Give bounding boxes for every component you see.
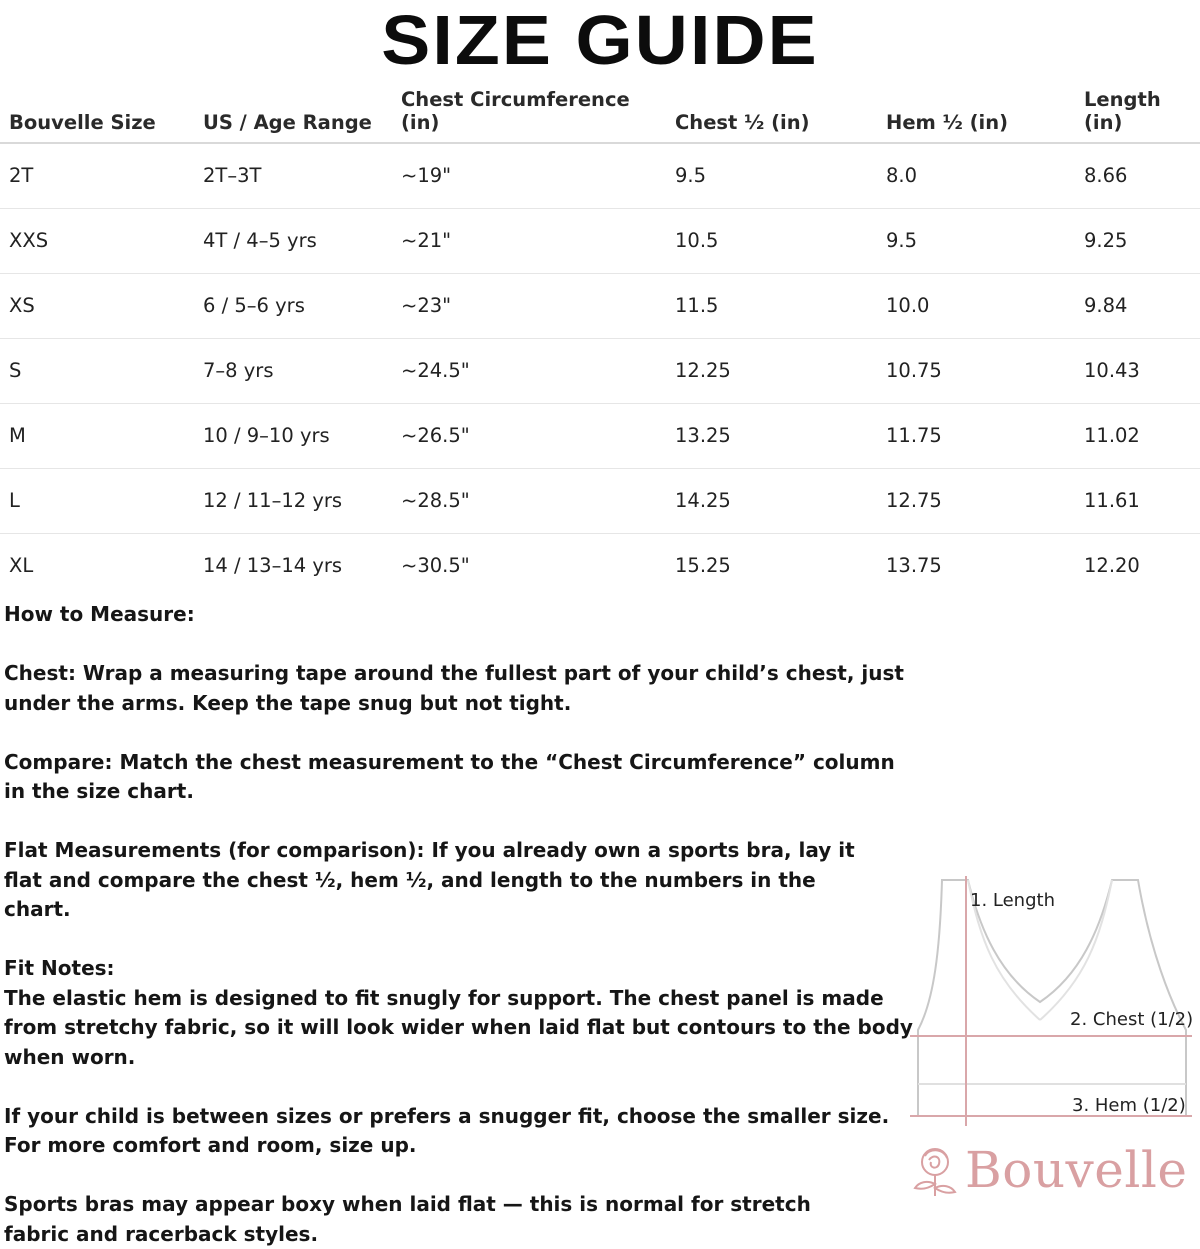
table-row [0,534,1200,598]
header-length: Length (in) [1084,88,1161,134]
chest-label: 2. Chest (1/2) [1070,1009,1194,1030]
header-age-range: US / Age Range [203,111,372,134]
cell-chest-circumference: ~21" [401,229,452,252]
header-size: Bouvelle Size [9,111,156,134]
cell-size: XXS [9,229,49,252]
cell-chest-half: 12.25 [675,359,731,382]
header-chest-circumference: Chest Circumference (in) [401,88,630,134]
table-row [0,339,1200,404]
table-row [0,209,1200,274]
how-to-heading: How to Measure: [4,602,195,626]
cell-length: 12.20 [1084,554,1140,577]
cell-length: 8.66 [1084,164,1128,187]
cell-chest-circumference: ~24.5" [401,359,470,382]
header-chest-half: Chest ½ (in) [675,111,810,134]
cell-age-range: 6 / 5–6 yrs [203,294,305,317]
cell-size: XL [9,554,34,577]
cell-age-range: 7–8 yrs [203,359,274,382]
cell-age-range: 2T–3T [203,164,262,187]
cell-length: 9.25 [1084,229,1128,252]
cell-chest-half: 10.5 [675,229,719,252]
cell-chest-circumference: ~19" [401,164,452,187]
table-row [0,404,1200,469]
hem-label: 3. Hem (1/2) [1072,1095,1186,1116]
cell-size: L [9,489,20,512]
cell-length: 11.61 [1084,489,1140,512]
cell-chest-circumference: ~26.5" [401,424,470,447]
cell-chest-half: 13.25 [675,424,731,447]
cell-age-range: 12 / 11–12 yrs [203,489,343,512]
header-hem-half: Hem ½ (in) [886,111,1009,134]
cell-hem-half: 9.5 [886,229,918,252]
cell-size: 2T [9,164,34,187]
cell-chest-half: 11.5 [675,294,719,317]
fit-notes-heading: Fit Notes: [4,956,115,980]
size-table [0,80,1200,598]
cell-hem-half: 10.75 [886,359,942,382]
cell-chest-half: 9.5 [675,164,707,187]
cell-age-range: 4T / 4–5 yrs [203,229,317,252]
boxy-note: Sports bras may appear boxy when laid flat — this is normal for stretch fabric and racerback styles. [4,1192,811,1246]
cell-length: 11.02 [1084,424,1140,447]
table-row [0,469,1200,534]
measuring-notes [4,600,914,1249]
cell-chest-circumference: ~28.5" [401,489,470,512]
cell-size: S [9,359,22,382]
cell-age-range: 14 / 13–14 yrs [203,554,343,577]
cell-hem-half: 8.0 [886,164,918,187]
cell-hem-half: 13.75 [886,554,942,577]
cell-hem-half: 11.75 [886,424,942,447]
flat-note: Flat Measurements (for comparison): If you already own a sports bra, lay it flat and compare the chest ½, hem ½, and length to the numbers in the chart. [4,838,855,921]
cell-chest-circumference: ~23" [401,294,452,317]
between-sizes-note: If your child is between sizes or prefers a snugger fit, choose the smaller size. For more comfort and room, size up. [4,1103,890,1157]
compare-note: Compare: Match the chest measurement to the “Chest Circumference” column in the size chart. [4,749,895,803]
cell-length: 10.43 [1084,359,1140,382]
cell-length: 9.84 [1084,294,1128,317]
cell-age-range: 10 / 9–10 yrs [203,424,330,447]
brand-wordmark: Bouvelle [965,1141,1188,1199]
table-header [0,80,1200,144]
page-title: SIZE GUIDE [381,1,819,79]
cell-hem-half: 12.75 [886,489,942,512]
cell-hem-half: 10.0 [886,294,930,317]
cell-chest-half: 15.25 [675,554,731,577]
cell-chest-half: 14.25 [675,489,731,512]
garment-outline [918,880,1186,1116]
cell-size: XS [9,294,35,317]
rose-logo-icon [905,1142,965,1198]
cell-chest-circumference: ~30.5" [401,554,470,577]
table-row [0,144,1200,209]
fit-notes-body: The elastic hem is designed to fit snugly for support. The chest panel is made from stretchy fabric, so it will look wider when laid flat but contours to the body when worn. [4,985,913,1069]
cell-size: M [9,424,26,447]
table-row [0,274,1200,339]
length-label: 1. Length [970,890,1055,911]
chest-note: Chest: Wrap a measuring tape around the fullest part of your child’s chest, just under the arms. Keep the tape snug but not tight. [4,661,904,715]
